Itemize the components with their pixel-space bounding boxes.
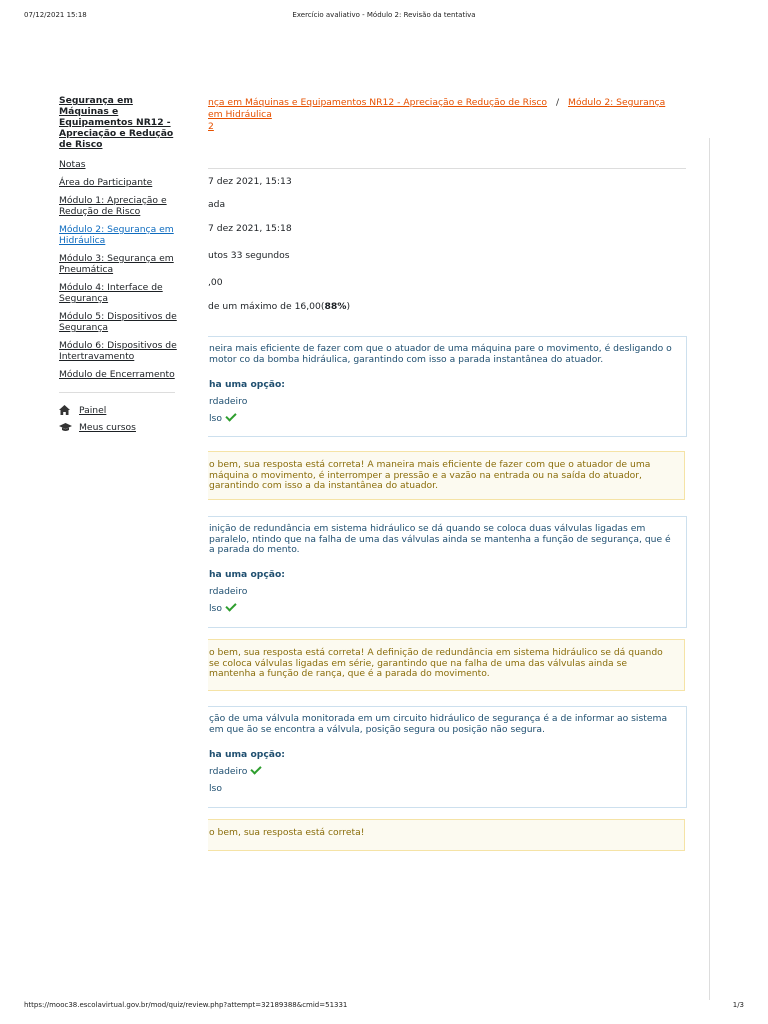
summary-started: 7 dez 2021, 15:13 — [208, 176, 292, 187]
grade-percent: 88% — [324, 301, 347, 312]
grade-prefix: de um máximo de 16,00( — [208, 301, 325, 312]
sidebar-link-painel[interactable] — [59, 405, 177, 416]
option-label: rdadeiro — [209, 766, 248, 777]
feedback-text: o bem, sua resposta está correta! A maneira mais eficiente de fazer com que o atuador de uma máquina o movimento, é interromper a pressão e a vazão na entrada ou na saída do atuador, garantindo com isso a da instantânea do atuador. — [209, 459, 651, 491]
breadcrumb — [208, 97, 678, 133]
feedback-text: o bem, sua resposta está correta! — [209, 827, 365, 838]
sidebar-item-notas[interactable]: Notas — [59, 159, 86, 170]
option-label: lso — [209, 783, 222, 794]
option-falso[interactable] — [209, 603, 236, 614]
summary-grade — [208, 301, 350, 312]
option-label: rdadeiro — [209, 396, 248, 407]
meus-cursos-label: Meus cursos — [79, 422, 136, 433]
option-verdadeiro[interactable] — [209, 766, 261, 777]
sidebar-link-meus-cursos[interactable] — [59, 422, 177, 433]
sidebar-divider — [59, 392, 175, 393]
summary-top-rule — [208, 168, 686, 169]
home-icon — [59, 405, 73, 416]
question-1 — [208, 336, 687, 437]
question-text: ção de uma válvula monitorada em um circuito hidráulico de segurança é a de informar ao sistema em que ão se encontra a válvula, posição segura ou posição não segura. — [209, 713, 668, 735]
check-icon — [225, 410, 236, 421]
print-page-number: 1/3 — [732, 1001, 744, 1009]
feedback-1 — [208, 451, 685, 500]
summary-state: ada — [208, 199, 226, 210]
check-icon — [251, 763, 262, 774]
option-label: lso — [209, 603, 222, 614]
main-content — [208, 0, 708, 1024]
feedback-2 — [208, 639, 685, 691]
breadcrumb-course-link[interactable]: nça em Máquinas e Equipamentos NR12 - Apreciação e Redução de Risco — [208, 97, 548, 108]
option-falso[interactable] — [209, 413, 236, 424]
question-text: inição de redundância em sistema hidráulico se dá quando se coloca duas válvulas ligadas em paralelo, ntindo que na falha de uma das válvulas ainda se mantenha a função de segurança, que é a parada do mento. — [209, 523, 671, 555]
grade-suffix: ) — [346, 301, 351, 312]
question-prompt: ha uma opção: — [209, 379, 285, 390]
breadcrumb-module-link[interactable]: Módulo 2: Segurança em Hidráulica — [208, 97, 666, 120]
check-icon — [225, 600, 236, 611]
painel-label: Painel — [79, 405, 107, 416]
question-text: neira mais eficiente de fazer com que o atuador de uma máquina pare o movimento, é desligando o motor co da bomba hidráulica, garantindo com isso a parada instantânea do atuador. — [209, 343, 672, 365]
question-prompt: ha uma opção: — [209, 569, 285, 580]
question-3 — [208, 706, 687, 808]
question-2 — [208, 516, 687, 628]
sidebar-item-modulo-2[interactable]: Módulo 2: Segurança em Hidráulica — [59, 224, 174, 246]
feedback-text: o bem, sua resposta está correta! A definição de redundância em sistema hidráulico se dá quando se coloca válvulas ligadas em série, garantindo que na falha de uma das válvulas ainda se mantenha a função de rança, que é a parada do movimento. — [209, 647, 663, 679]
option-falso[interactable] — [209, 783, 222, 794]
feedback-3 — [208, 819, 685, 851]
option-verdadeiro[interactable] — [209, 396, 247, 407]
graduation-cap-icon — [59, 422, 73, 433]
sidebar-item-course[interactable]: Segurança em Máquinas e Equipamentos NR12 - Apreciação e Redução de Risco — [59, 95, 174, 150]
sidebar-item-modulo-4[interactable]: Módulo 4: Interface de Segurança — [59, 282, 163, 304]
summary-time: utos 33 segundos — [208, 250, 290, 261]
summary-marks: ,00 — [208, 277, 223, 288]
sidebar-item-modulo-3[interactable]: Módulo 3: Segurança em Pneumática — [59, 253, 174, 275]
breadcrumb-separator: / — [555, 97, 560, 108]
print-url: https://mooc38.escolavirtual.gov.br/mod/quiz/review.php?attempt=32189388&cmid=51331 — [24, 1001, 348, 1009]
option-label: lso — [209, 413, 222, 424]
print-title: Exercício avaliativo - Módulo 2: Revisão da tentativa — [292, 11, 476, 19]
sidebar-item-encerramento[interactable]: Módulo de Encerramento — [59, 369, 175, 380]
option-label: rdadeiro — [209, 586, 248, 597]
sidebar-item-modulo-6[interactable]: Módulo 6: Dispositivos de Intertravamento — [59, 340, 177, 362]
sidebar-item-modulo-1[interactable]: Módulo 1: Apreciação e Redução de Risco — [59, 195, 167, 217]
breadcrumb-tail-link[interactable]: 2 — [208, 121, 214, 132]
summary-completed: 7 dez 2021, 15:18 — [208, 223, 292, 234]
course-sidebar — [59, 95, 177, 439]
question-prompt: ha uma opção: — [209, 749, 285, 760]
sidebar-item-area-participante[interactable]: Área do Participante — [59, 177, 153, 188]
sidebar-item-modulo-5[interactable]: Módulo 5: Dispositivos de Segurança — [59, 311, 177, 333]
option-verdadeiro[interactable] — [209, 586, 247, 597]
print-datetime: 07/12/2021 15:18 — [24, 11, 87, 19]
content-border — [709, 138, 710, 1000]
